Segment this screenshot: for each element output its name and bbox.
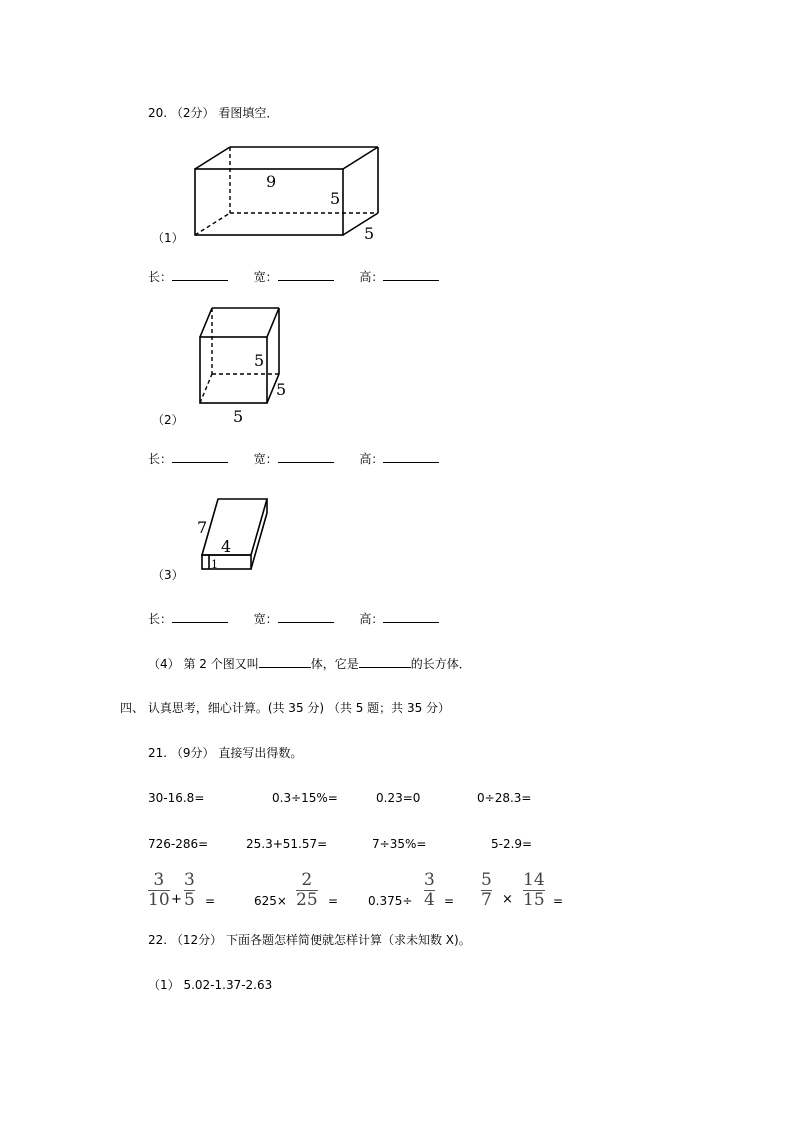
q22-item-1: （1） 5.02-1.37-2.63 — [148, 978, 273, 992]
expr-625-times: 625× — [254, 894, 287, 908]
q22-header: 22. （12分） 下面各题怎样简便就怎样计算（求未知数 X)。 — [148, 933, 471, 947]
q21-r2-c1: 726-286= — [148, 837, 209, 851]
fraction-14-15 — [523, 872, 545, 909]
part4-blank-2[interactable] — [359, 655, 411, 668]
fig1-width-label: 5 — [364, 224, 375, 243]
fig3-width-label: 4 — [221, 537, 232, 556]
fig3-height-label: 1 — [211, 558, 218, 571]
width-label: 宽： — [253, 452, 278, 466]
fig3-length-label: 7 — [197, 518, 208, 537]
fig1-label: （1） — [152, 231, 184, 245]
height-label: 高： — [359, 612, 384, 626]
fig2-width-label: 5 — [276, 380, 287, 399]
length-label: 长： — [148, 612, 173, 626]
fraction-numerator: 3 — [184, 870, 195, 890]
fraction-3-10 — [148, 872, 170, 909]
plus-sign: + — [171, 892, 182, 907]
length-label: 长： — [148, 452, 173, 466]
fig2-length-label: 5 — [233, 407, 244, 426]
fig1-height-label: 5 — [330, 189, 341, 208]
fraction-3-5 — [184, 872, 195, 909]
part4-blank-1[interactable] — [259, 655, 311, 668]
fraction-numerator: 14 — [523, 870, 545, 890]
fraction-denominator: 10 — [148, 890, 170, 910]
q21-r2-c4: 5-2.9= — [491, 837, 533, 851]
part4-prefix: （4） 第 2 个图又叫 — [148, 657, 259, 671]
q21-header: 21. （9分） 直接写出得数。 — [148, 746, 303, 760]
fraction-denominator: 25 — [296, 890, 318, 910]
length-label: 长： — [148, 270, 173, 284]
fraction-5-7 — [481, 872, 492, 909]
fraction-denominator: 15 — [523, 890, 545, 910]
width-label: 宽： — [253, 612, 278, 626]
equals-2: = — [328, 894, 339, 908]
height-label: 高： — [359, 452, 384, 466]
q21-r1-c3: 0.23=0 — [376, 791, 421, 805]
width-blank[interactable] — [278, 610, 334, 623]
fraction-denominator: 7 — [481, 890, 492, 910]
part4-mid: 体，它是 — [310, 657, 359, 671]
fraction-3-4 — [424, 872, 435, 909]
fig2-height-label: 5 — [254, 351, 265, 370]
times-sign: × — [502, 892, 513, 907]
part4-suffix: 的长方体． — [410, 657, 471, 671]
fraction-numerator: 5 — [481, 870, 492, 890]
q21-r1-c4: 0÷28.3= — [477, 791, 532, 805]
q21-r2-c2: 25.3+51.57= — [246, 837, 328, 851]
equals-3: = — [444, 894, 455, 908]
fig3-dims-row — [148, 610, 439, 627]
q21-r1-c1: 30-16.8= — [148, 791, 205, 805]
fig3-label: （3） — [152, 568, 184, 582]
length-blank[interactable] — [172, 610, 228, 623]
q21-r1-c2: 0.3÷15%= — [272, 791, 338, 805]
fraction-denominator: 5 — [184, 890, 195, 910]
fraction-numerator: 3 — [424, 870, 435, 890]
q20-part4 — [148, 655, 471, 672]
fraction-denominator: 4 — [424, 890, 435, 910]
q20-header: 20. （2分） 看图填空． — [148, 106, 279, 120]
section-4-title: 四、 认真思考，细心计算。(共 35 分) （共 5 题；共 35 分） — [120, 701, 451, 715]
fraction-2-25 — [296, 872, 318, 909]
q21-r2-c3: 7÷35%= — [372, 837, 427, 851]
height-label: 高： — [359, 270, 384, 284]
fig1-length-label: 9 — [266, 172, 277, 191]
fig2-label: （2） — [152, 413, 184, 427]
fraction-numerator: 3 — [153, 870, 165, 890]
equals-4: = — [553, 894, 564, 908]
fraction-numerator: 2 — [301, 870, 313, 890]
expr-0375-div: 0.375÷ — [368, 894, 413, 908]
height-blank[interactable] — [383, 610, 439, 623]
equals-1: = — [205, 894, 216, 908]
width-label: 宽： — [253, 270, 278, 284]
